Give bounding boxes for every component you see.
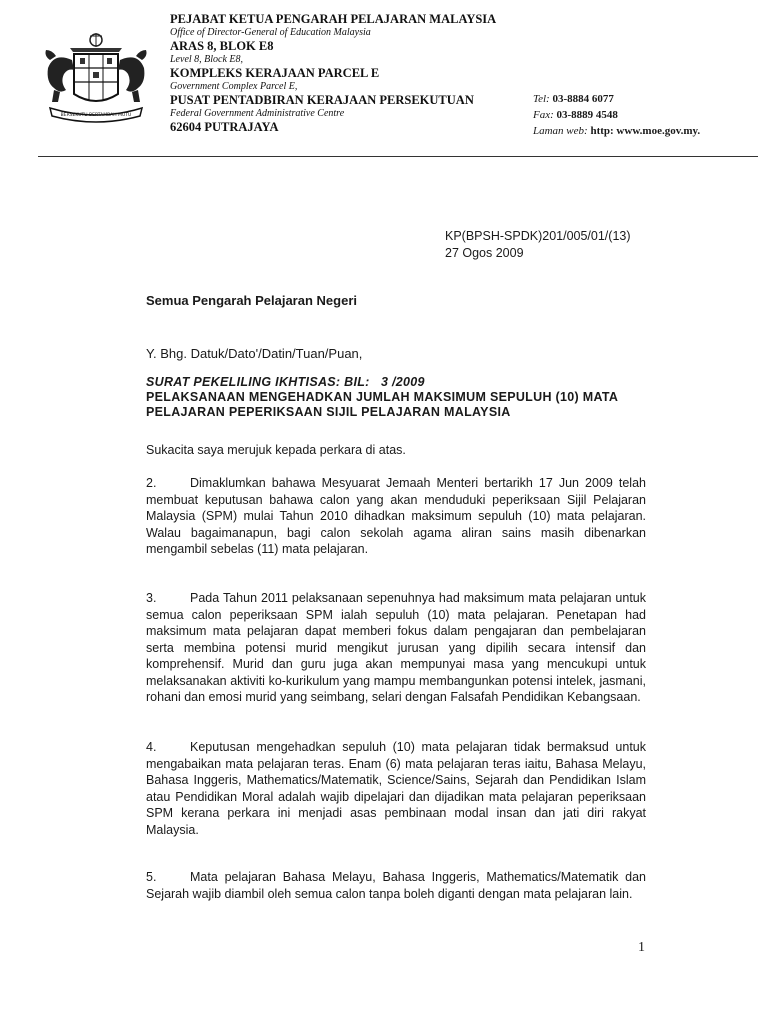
fax-label: Fax: [533,109,554,121]
letterhead-complex: KOMPLEKS KERAJAAN PARCEL E [170,66,380,80]
paragraph-5 [146,869,646,902]
paragraph-text: Pada Tahun 2011 pelaksanaan sepenuhnya had maksimum mata pelajaran untuk semua calon peperiksaan SPM ialah sepuluh (10) mata pelajaran. Penetapan had maksimum mata pelajaran dapat memberi fokus dalam pengajaran dan pembelajaran serta membina potensi murid mengikut jurusan yang dipilih secara intensif dan komprehensif. Murid dan guru juga akan mempunyai masa yang mencukupi untuk melaksanakan aktiviti ko-kurikulum yang mampu membangunkan potensi intelek, jasmani, rohani dan emosi murid yang seimbang, selari dengan Falsafah Pendidikan Kebangsaan. [146,591,646,704]
paragraph-number: 2. [146,476,157,490]
reference-date: 27 Ogos 2009 [445,246,524,260]
letterhead-floor-en: Level 8, Block E8, [170,54,244,65]
letterhead-contact [533,91,700,139]
salutation: Y. Bhg. Datuk/Dato'/Datin/Tuan/Puan, [146,346,363,361]
circular-number: SURAT PEKELILING IKHTISAS: BIL: 3 /2009 [146,375,425,389]
paragraph-3 [146,590,646,706]
paragraph-2 [146,475,646,558]
paragraph-number: 3. [146,591,157,605]
subject-title: PELAKSANAAN MENGEHADKAN JUMLAH MAKSIMUM SEPULUH (10) MATA PELAJARAN PEPERIKSAAN SIJIL PELAJARAN MALAYSIA [146,390,618,419]
letterhead-centre: PUSAT PENTADBIRAN KERAJAAN PERSEKUTUAN [170,93,474,107]
letterhead [170,12,496,135]
paragraph-text: Mata pelajaran Bahasa Melayu, Bahasa Inggeris, Mathematics/Matematik dan Sejarah wajib diambil oleh semua calon tanpa boleh diganti dengan mata pelajaran lain. [146,870,646,901]
page-number: 1 [638,940,645,955]
letterhead-office-name: PEJABAT KETUA PENGARAH PELAJARAN MALAYSIA [170,12,497,26]
reference-number: KP(BPSH-SPDK)201/005/01/(13) [445,229,631,243]
malaysia-crest-emblem [40,30,152,126]
paragraph-text: Sukacita saya merujuk kepada perkara di atas. [146,443,406,457]
paragraph-text: Dimaklumkan bahawa Mesyuarat Jemaah Menteri bertarikh 17 Jun 2009 telah membuat keputusan bahawa calon yang akan menduduki peperiksaan Sijil Pelajaran Malaysia (SPM) mulai Tahun 2010 dihadkan maksimum sepuluh (10) mata pelajaran. Walau bagaimanapun, bagi calon sekolah agama aliran sains masih dibenarkan mengambil sebelas (11) mata pelajaran. [146,476,646,556]
tel-value: 03-8884 6077 [552,93,614,105]
letterhead-divider [38,156,758,157]
letterhead-postcode: 62604 PUTRAJAYA [170,120,279,134]
letterhead-floor: ARAS 8, BLOK E8 [170,39,274,53]
paragraph-number: 4. [146,740,157,754]
reference-block [445,228,631,262]
subject-block [146,375,646,420]
addressee: Semua Pengarah Pelajaran Negeri [146,293,357,308]
paragraph-4 [146,739,646,838]
tel-label: Tel: [533,93,550,105]
web-value: http: www.moe.gov.my. [590,125,701,137]
web-label: Laman web: [533,125,588,137]
crest-motto-text: BERSEKUTU BERTAMBAH MUTU [60,113,132,118]
paragraph-number: 5. [146,870,157,884]
letterhead-complex-en: Government Complex Parcel E, [170,81,298,92]
letterhead-office-name-en: Office of Director-General of Education Malaysia [170,27,371,38]
letterhead-centre-en: Federal Government Administrative Centre [170,108,345,119]
paragraph-1 [146,442,646,459]
paragraph-text: Keputusan mengehadkan sepuluh (10) mata pelajaran tidak bermaksud untuk mengabaikan mata pelajaran teras. Enam (6) mata pelajaran teras iaitu, Bahasa Melayu, Bahasa Inggeris, Mathematics/Matematik, Science/Sains, Sejarah dan Pendidikan Islam atau Pendidikan Moral adalah wajib dipelajari dan dijadikan mata pelajaran peperiksaan SPM kerana perkara ini menjadi asas pembinaan modal insan dan jati diri rakyat Malaysia. [146,740,646,837]
fax-value: 03-8889 4548 [556,109,618,121]
